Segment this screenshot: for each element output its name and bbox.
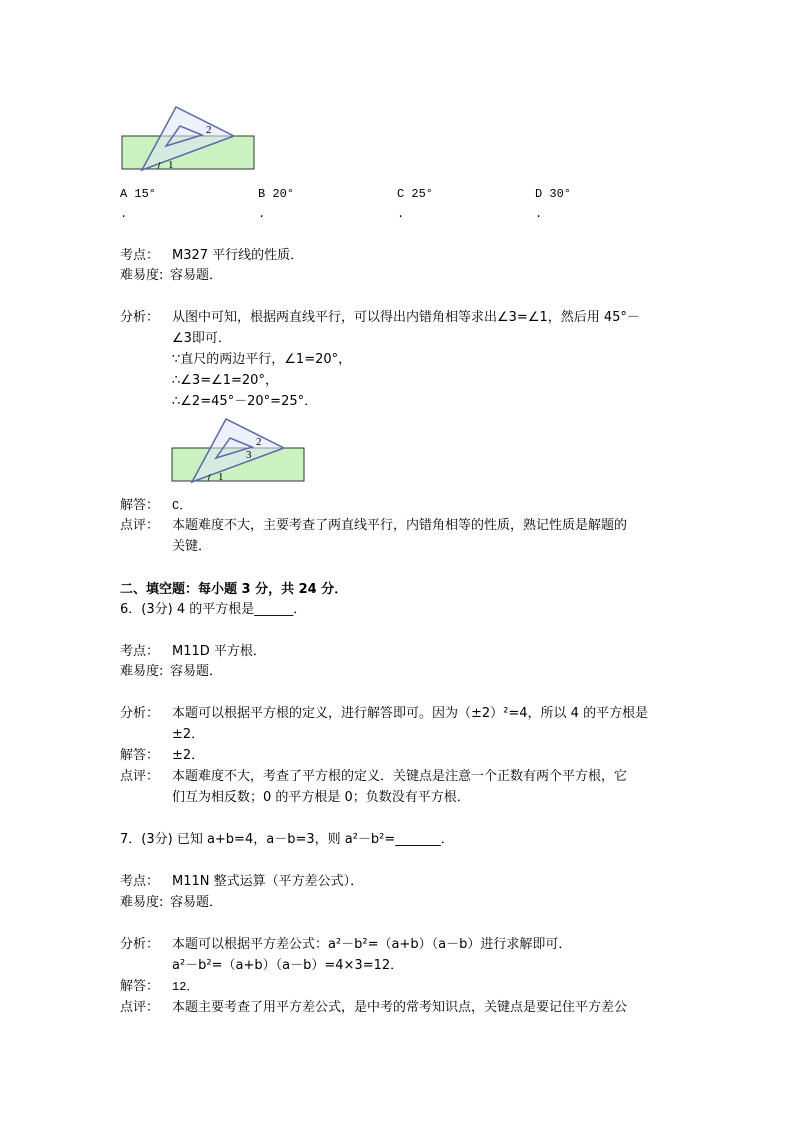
option-d: D 30° <box>535 187 572 201</box>
section-heading: 二、填空题：每小题 3 分，共 24 分． <box>120 582 348 597</box>
kaodian-text: M11N 整式运算（平方差公式）． <box>172 874 364 889</box>
difficulty-label: 难易度: <box>120 664 164 679</box>
comment-line: 们互为相反数；0 的平方根是 0；负数没有平方根． <box>172 790 470 805</box>
difficulty-text: 容易题． <box>170 895 223 910</box>
comment-label: 点评： <box>120 1000 160 1015</box>
difficulty-text: 容易题． <box>170 664 223 679</box>
difficulty-label: 难易度: <box>120 895 164 910</box>
difficulty-text: 容易题． <box>170 268 223 283</box>
comment-label: 点评： <box>120 769 160 784</box>
kaodian-label: 考点： <box>120 874 160 889</box>
kaodian-label: 考点： <box>120 644 160 659</box>
analysis-line: ±2． <box>172 727 205 742</box>
analysis-label: 分析： <box>120 937 160 952</box>
angle2-label: 2 <box>206 124 212 136</box>
angle2-label: 2 <box>256 436 262 448</box>
answer-text: ±2． <box>172 748 205 763</box>
figure-ruler-triangle-2 <box>168 416 318 486</box>
kaodian-label: 考点： <box>120 248 160 263</box>
analysis-label: 分析： <box>120 706 160 721</box>
analysis-line: 从图中可知，根据两直线平行，可以得出内错角相等求出∠3=∠1，然后用 45°－ <box>172 310 640 325</box>
option-b-dot: . <box>258 207 266 221</box>
answer-text: 12． <box>172 980 199 994</box>
difficulty-label: 难易度: <box>120 268 164 283</box>
option-c-dot: . <box>397 207 405 221</box>
analysis-line: ∴∠2=45°－20°=25°． <box>172 394 318 409</box>
analysis-line: ∵直尺的两边平行，∠1=20°， <box>172 352 352 367</box>
answer-label: 解答： <box>120 979 160 994</box>
option-d-dot: . <box>535 207 543 221</box>
angle1-label: 1 <box>168 159 174 171</box>
answer-text: C． <box>172 499 192 513</box>
analysis-line: ∴∠3=∠1=20°， <box>172 373 278 388</box>
angle1-label: 1 <box>218 471 224 483</box>
comment-line: 本题难度不大，主要考查了两直线平行，内错角相等的性质，熟记性质是解题的 <box>172 518 628 533</box>
analysis-line: 本题可以根据平方根的定义，进行解答即可。因为（±2）²=4，所以 4 的平方根是 <box>172 706 649 721</box>
analysis-line: a²－b²=（a+b）（a－b）=4×3=12． <box>172 958 404 973</box>
angle3-label: 3 <box>246 449 252 461</box>
question-6: 6．(3分) 4 的平方根是______． <box>120 602 307 617</box>
comment-line: 关键． <box>172 539 212 554</box>
comment-line: 本题主要考查了用平方差公式，是中考的常考知识点，关键点是要记住平方差公 <box>172 1000 628 1015</box>
answer-label: 解答： <box>120 498 160 513</box>
analysis-line: 本题可以根据平方差公式：a²－b²=（a+b）（a－b）进行求解即可． <box>172 937 572 952</box>
option-a: A 15° <box>120 187 157 201</box>
analysis-label: 分析： <box>120 310 160 325</box>
kaodian-text: M327 平行线的性质． <box>172 248 304 263</box>
answer-label: 解答： <box>120 748 160 763</box>
comment-label: 点评： <box>120 518 160 533</box>
figure-ruler-triangle-1 <box>118 104 268 174</box>
kaodian-text: M11D 平方根． <box>172 644 266 659</box>
question-7: 7．(3分) 已知 a+b=4，a－b=3，则 a²－b²=_______． <box>120 832 454 847</box>
analysis-line: ∠3即可． <box>172 331 231 346</box>
option-b: B 20° <box>258 187 295 201</box>
comment-line: 本题难度不大，考查了平方根的定义．关键点是注意一个正数有两个平方根，它 <box>172 769 628 784</box>
option-c: C 25° <box>397 187 434 201</box>
option-a-dot: . <box>120 207 128 221</box>
